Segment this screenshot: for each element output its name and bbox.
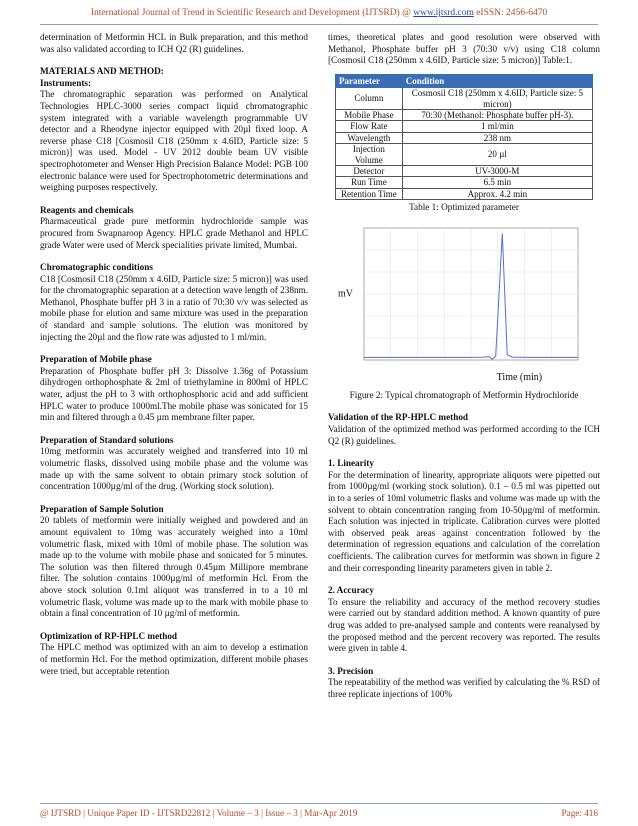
footer-rule <box>40 803 598 804</box>
table-cell: Approx. 4.2 min <box>402 188 592 199</box>
table-row <box>336 188 593 199</box>
table-header-cell: Parameter <box>336 74 403 87</box>
table-cell: 20 µl <box>402 144 592 166</box>
section-heading: Optimization of RP-HPLC method <box>40 630 178 641</box>
table-cell: Wavelength <box>336 132 403 143</box>
table-row <box>336 166 593 177</box>
body-paragraph: The HPLC method was optimized with an aim to develop a estimation of metformin Hcl. For the method optimization, different mobile phases were tried, but acceptable retention <box>40 642 308 676</box>
figure-caption: Figure 2: Typical chromatograph of Metformin Hydrochloride <box>349 389 579 400</box>
header-rule <box>40 24 598 25</box>
journal-header <box>0 8 638 18</box>
right-column <box>328 32 600 701</box>
table-row <box>336 121 593 132</box>
table-cell: Retention Time <box>336 188 403 199</box>
body-paragraph: The repeatability of the method was verified by calculating the % RSD of three replicate injections of 100% <box>328 677 600 699</box>
table-cell: Flow Rate <box>336 121 403 132</box>
header-issn: eISSN: 2456-6470 <box>473 8 548 18</box>
table-row <box>336 88 593 110</box>
table-cell: Mobile Phase <box>336 110 403 121</box>
table-cell: Cosmosil C18 (250mm x 4.6ID, Particle size: 5 micron) <box>402 88 592 110</box>
table-cell: Injection Volume <box>336 144 403 166</box>
table-row <box>336 177 593 188</box>
page-footer <box>40 808 598 818</box>
y-axis-label: mV <box>338 288 353 300</box>
section-heading: Preparation of Standard solutions <box>40 434 174 445</box>
section-heading: Chromatographic conditions <box>40 262 153 273</box>
body-paragraph: Validation of the optimized method was performed according to the ICH Q2 (R) guidelines. <box>328 424 600 446</box>
body-paragraph: 10mg metformin was accurately weighed and transferred into 10 ml volumetric flasks, dissolved using mobile phase and the volume was made up with the same solvent to obtain primary stock solution of concentration 1000µg/ml of the drug. (Working stock solution). <box>40 446 308 492</box>
numbered-heading: 2. Accuracy <box>328 585 374 596</box>
chromatogram-figure <box>328 220 600 390</box>
table-row <box>336 110 593 121</box>
section-heading: Preparation of Sample Solution <box>40 503 164 514</box>
page-number: Page: 416 <box>561 808 598 818</box>
body-paragraph: The chromatographic separation was performed on Analytical Technologies HPLC-3000 series compact liquid chromatographic system integrated with a variable wavelength programmable UV detector and a Rheodyne injector equipped with 20µl fixed loop. A reverse phase C18 [Cosmosil C18 (250mm x 4.6ID, Particle size: 5 micron)] was used. Model - UV 2012 double beam UV visible spectrophotometer and Wenser High Precision Balance Model: PGB 100 electronic balance were used for Spectrophotometric determinations and weighing purposes respectively. <box>40 89 308 193</box>
body-paragraph: 20 tablets of metformin were initially weighed and powdered and an amount equivalent to 10mg was accurately weighed into a 10ml volumetric flask, mixed with 10ml of mobile phase. The solution was made up to the volume with mobile phase and sonicated for 5 minutes. The solution was then filtered through 0.45µm Millipore membrane filter. The solution contains 1000µg/ml of metformin Hcl. From the above stock solution 0.1ml aliquot was transferred in to a 10 ml volumetric flask, volume was made up to the mark with mobile phase to obtain a final concentration of 10 µg/ml of metformin. <box>40 515 308 619</box>
body-paragraph: For the determination of linearity, appropriate aliquots were pipetted out from 1000µg/ml (working stock solution). 0.1 – 0.5 ml was pipetted out in to a series of 10ml volumetric flasks and volume was made up with the solvent to obtain concentration ranging from 10-50µg/ml of metformin. Each solution was injected in triplicate. Calibration curves were plotted with observed peak areas against concentration followed by the determination of regression equations and calculation of the correlation coefficients. The calibration curves for metformin was shown in figure 2 and their corresponding linearity parameters given in table 2. <box>328 469 600 573</box>
table-cell: 1 ml/min <box>402 121 592 132</box>
section-heading: Validation of the RP-HPLC method <box>328 412 469 423</box>
table-cell: Run Time <box>336 177 403 188</box>
section-heading: Reagents and chemicals <box>40 204 134 215</box>
header-text: International Journal of Trend in Scientific Research and Development (IJTSRD) @ <box>90 8 414 18</box>
x-axis-label: Time (min) <box>496 371 543 383</box>
section-heading: Preparation of Mobile phase <box>40 354 152 365</box>
footer-left: @ IJTSRD | Unique Paper ID - IJTSRD22812 | Volume – 3 | Issue – 3 | Mar-Apr 2019 <box>40 808 358 818</box>
header-link[interactable]: www.ijtsrd.com <box>413 8 474 18</box>
body-paragraph: C18 [Cosmosil C18 (250mm x 4.6ID, Particle size: 5 micron)] was used for the chromatographic separation at a detection wave length of 238nm. Methanol, Phosphate buffer pH 3 in a ratio of 70:30 v/v was selected as mobile phase for elution and same mixture was used in the preparation of standard and sample solutions. The elution was monitored by injecting the 20µl and the flow rate was adjusted to 1 ml/min. <box>40 273 308 342</box>
table-caption: Table 1: Optimized parameter <box>409 202 519 213</box>
body-paragraph: To ensure the reliability and accuracy of the method recovery studies were carried out by standard addition method. A known quantity of pure drug was added to pre-analysed sample and contents were reanalysed by the proposed method and the percent recovery was reported. The results were given in table 4. <box>328 596 600 654</box>
table-cell: 238 nm <box>402 132 592 143</box>
section-heading: MATERIALS AND METHOD: <box>40 66 164 77</box>
subsection-heading: Instruments: <box>40 77 92 88</box>
numbered-heading: 3. Precision <box>328 665 374 676</box>
table-header-cell: Condition <box>402 74 592 87</box>
table-cell: Column <box>336 88 403 110</box>
table-cell: Detector <box>336 166 403 177</box>
body-paragraph: Preparation of Phosphate buffer pH 3: Dissolve 1.36g of Potassium dihydrogen orthophosphate & 2ml of triethylamine in 800ml of HPLC water, adjust the pH to 3 with orthophosphoric acid and add sufficient HPLC water to produce 1000ml.The mobile phase was sonicated for 15 min and filtered through a 0.45 µm membrane filter paper. <box>40 365 308 423</box>
table-row <box>336 144 593 166</box>
body-paragraph: determination of Metformin HCL in Bulk preparation, and this method was also validated according to ICH Q2 (R) guidelines. <box>40 32 308 54</box>
table-cell: UV-3000-M <box>402 166 592 177</box>
table-row <box>336 132 593 143</box>
chromatogram-svg <box>328 220 600 390</box>
right-column-body <box>328 412 600 700</box>
numbered-heading: 1. Linearity <box>328 458 374 469</box>
left-column <box>40 32 308 677</box>
table-cell: 70:30 (Methanol: Phosphate buffer pH-3). <box>402 110 592 121</box>
body-paragraph: Pharmaceutical grade pure metformin hydrochloride sample was procured from Swapnaroop Agency. HPLC grade Methanol and HPLC grade Water were used of Merck specialities private limited, Mumbai. <box>40 216 308 250</box>
optimized-parameter-table <box>335 74 593 200</box>
right-intro-paragraph: times, theoretical plates and good resolution were observed with Methanol, Phosphate buffer pH 3 (70:30 v/v) using C18 column [Cosmosil C18 (250mm x 4.6ID, Particle size: 5 micron)] Table:1. <box>328 32 600 66</box>
table-cell: 6.5 min <box>402 177 592 188</box>
